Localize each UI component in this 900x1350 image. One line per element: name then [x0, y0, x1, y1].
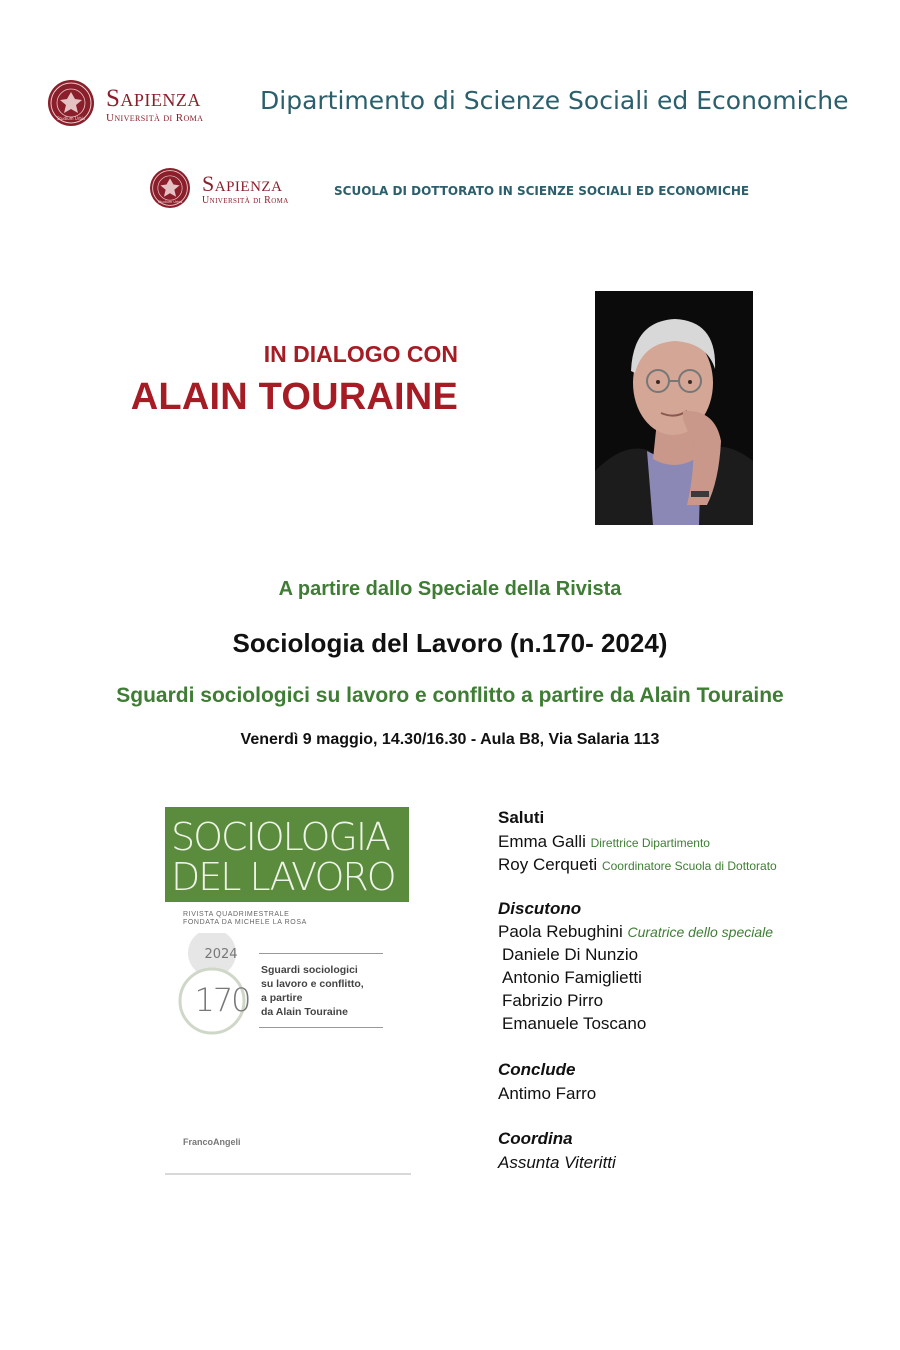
cover-title-line2: DEL LAVORO: [171, 855, 395, 899]
cover-year: 2024: [204, 947, 238, 962]
sapienza-seal-logo-small: [150, 168, 190, 208]
speaker-name: Paola Rebughini: [498, 922, 623, 941]
doctoral-school-title: SCUOLA DI DOTTORATO IN SCIENZE SOCIALI ED ECONOMICHE: [334, 184, 750, 198]
cover-text-line1: Sguardi sociologici: [261, 964, 358, 976]
intro-line: A partire dallo Speciale della Rivista: [278, 578, 622, 600]
sapienza-wordmark: [106, 86, 203, 124]
event-datetime: Venerdì 9 maggio, 14.30/16.30 - Aula B8, Via Salaria 113: [240, 731, 660, 748]
cover-rule-bottom: [259, 1027, 383, 1028]
speaker-role: Direttrice Dipartimento: [590, 836, 710, 850]
sapienza-subname: Università di Roma: [106, 112, 204, 124]
cover-founder: FONDATA DA MICHELE LA ROSA: [183, 919, 307, 926]
saluti-speaker-2: [498, 855, 777, 875]
conclude-speaker: Antimo Farro: [498, 1084, 597, 1103]
sapienza-name: Sapienza: [106, 85, 201, 112]
sapienza-wordmark-small: [202, 173, 289, 206]
discutono-lead: [498, 922, 773, 942]
discutono-label: Discutono: [498, 899, 582, 918]
program: [498, 808, 878, 1188]
event-headline: ALAIN TOURAINE: [130, 376, 458, 418]
cover-text-line3: a partire: [261, 992, 303, 1004]
sapienza-seal-logo: [48, 80, 94, 126]
coordina-label: Coordina: [498, 1129, 573, 1148]
discutono-speaker: Fabrizio Pirro: [502, 991, 604, 1010]
coordina-speaker: Assunta Viteritti: [498, 1153, 616, 1172]
journal-cover: [165, 807, 411, 1177]
speaker-name: Emma Galli: [498, 832, 586, 851]
sapienza-name-small: Sapienza: [202, 171, 283, 196]
event-subtitle: Sguardi sociologici su lavoro e conflitto a partire da Alain Touraine: [116, 684, 784, 707]
cover-text-line2: su lavoro e conflitto,: [261, 978, 364, 990]
cover-publisher: FrancoAngeli: [183, 1137, 241, 1147]
cover-rule-top: [259, 953, 383, 954]
speaker-role: Curatrice dello speciale: [627, 924, 774, 940]
cover-frequency: RIVISTA QUADRIMESTRALE: [183, 911, 290, 918]
speaker-portrait: [595, 291, 753, 525]
discutono-speaker: Emanuele Toscano: [502, 1014, 647, 1033]
journal-title: Sociologia del Lavoro (n.170- 2024): [232, 628, 668, 658]
cover-bottom-shadow: [165, 1173, 411, 1175]
sapienza-subname-small: Università di Roma: [202, 195, 289, 206]
speaker-role: Coordinatore Scuola di Dottorato: [601, 859, 777, 873]
conclude-label: Conclude: [498, 1060, 576, 1079]
cover-title-line1: SOCIOLOGIA: [171, 815, 390, 859]
event-kicker: IN DIALOGO CON: [263, 341, 458, 367]
cover-text-line4: da Alain Touraine: [261, 1006, 348, 1018]
discutono-speaker: Daniele Di Nunzio: [502, 945, 639, 964]
discutono-speaker: Antonio Famiglietti: [502, 968, 642, 987]
seal-caption-text-small: Studium Urbis: [157, 199, 183, 204]
seal-caption-text: Studium Urbis: [56, 116, 86, 121]
cover-text-block: [261, 963, 364, 1019]
department-title: Dipartimento di Scienze Sociali ed Economiche: [260, 86, 849, 115]
saluti-label: Saluti: [498, 808, 545, 827]
saluti-speaker-1: [498, 832, 710, 852]
cover-number: 170: [194, 981, 250, 1019]
speaker-name: Roy Cerqueti: [498, 855, 598, 874]
